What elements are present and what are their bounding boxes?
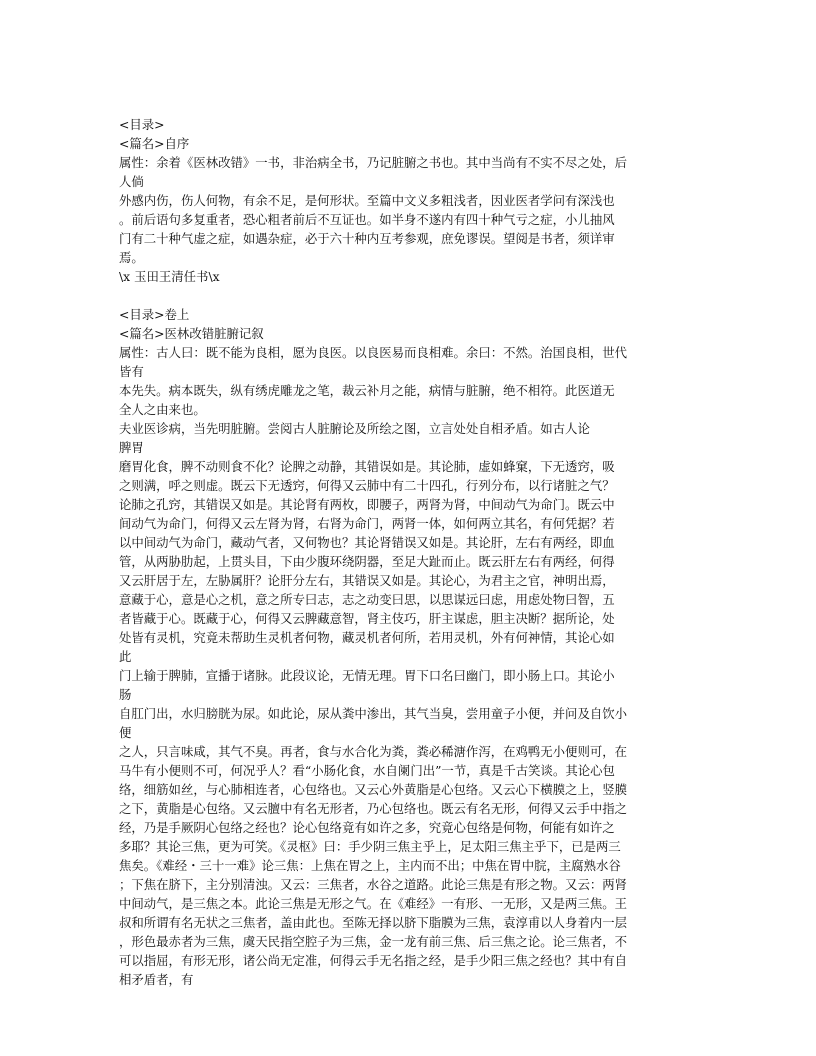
text-line: 全人之由来也。	[119, 402, 206, 417]
text-line: 论肺之孔窍，其错误又如是。其论肾有两枚，即腰子，两肾为肾，中间动气为命门。既云中	[119, 497, 615, 512]
text-line: \x 玉田王清任书\x	[119, 269, 220, 284]
text-line: 此	[119, 649, 132, 664]
text-line: 以中间动气为命门，藏动气者，又何物也？其论肾错误又如是。其论肝，左右有两经，即血	[119, 535, 615, 550]
text-line: 属性：余着《医林改错》一书，非治病全书，乃记脏腑之书也。其中当尚有不实不尽之处，后	[119, 155, 628, 170]
text-line: <篇名>自序	[119, 136, 190, 151]
preface-section	[119, 115, 709, 286]
text-line: <目录>卷上	[119, 307, 190, 322]
text-line: 络，细筋如丝，与心肺相连者，心包络也。又云心外黄脂是心包络。又云心下横膜之上，竖膜	[119, 782, 628, 797]
text-line: 脾胃	[119, 440, 144, 455]
text-line: 者皆藏于心。既藏于心，何得又云脾藏意智，肾主伎巧，肝主谋虑，胆主决断？据所论，处	[119, 611, 615, 626]
text-line: ，形色最赤者为三焦，虞天民指空腔子为三焦，金一龙有前三焦、后三焦之论。论三焦者，不	[119, 934, 628, 949]
text-line: 叔和所谓有名无状之三焦者，盖由此也。至陈无择以脐下脂膜为三焦，袁淳甫以人身着内一层	[119, 915, 628, 930]
text-line: 磨胃化食，脾不动则食不化？论脾之动静，其错误如是。其论肺，虚如蜂窠，下无透窍，吸	[119, 459, 615, 474]
text-line: 属性：古人曰：既不能为良相，愿为良医。以良医易而良相难。余曰：不然。治国良相，世代	[119, 345, 628, 360]
text-line: 门有二十种气虚之症，如遇杂症，必于六十种内互考参观，庶免谬误。望阅是书者，须详审	[119, 231, 615, 246]
text-line: 焉。	[119, 250, 144, 265]
text-line: 管，从两胁肋起，上贯头目，下由少腹环绕阴器，至足大趾而止。既云肝左右有两经，何得	[119, 554, 615, 569]
text-line: 之则满，呼之则虚。既云下无透窍，何得又云肺中有二十四孔，行列分布，以行诸脏之气？	[119, 478, 615, 493]
text-line: 本先失。病本既失，纵有绣虎雕龙之笔，裁云补月之能，病情与脏腑，绝不相符。此医道无	[119, 383, 615, 398]
text-line: 外感内伤，伤人何物，有余不足，是何形状。至篇中文义多粗浅者，因业医者学问有深浅也	[119, 193, 615, 208]
text-line: 相矛盾者，有	[119, 972, 194, 987]
text-line: 便	[119, 725, 132, 740]
text-line: 之人，只言味咸，其气不臭。再者，食与水合化为粪，粪必稀溏作泻，在鸡鸭无小便则可，在	[119, 744, 628, 759]
text-line: 中间动气，是三焦之本。此论三焦是无形之气。在《难经》一有形、一无形，又是两三焦。王	[119, 896, 628, 911]
text-line: 肠	[119, 687, 132, 702]
text-line: 人倘	[119, 174, 144, 189]
text-line: 。前后语句多复重者，恐心粗者前后不互证也。如半身不遂内有四十种气亏之症，小儿抽风	[119, 212, 615, 227]
text-line: 之下，黄脂是心包络。又云膻中有名无形者，乃心包络也。既云有名无形，何得又云手中指之	[119, 801, 628, 816]
text-line: 多耶？其论三焦，更为可笑。《灵枢》曰：手少阴三焦主乎上，足太阳三焦主乎下，已是两三	[119, 839, 621, 854]
text-line: 意藏于心，意是心之机，意之所专曰志，志之动变曰思，以思谋远曰虑，用虑处物曰智，五	[119, 592, 615, 607]
document-page	[119, 115, 709, 989]
text-line: 经，乃是手厥阴心包络之经也？论心包络竟有如许之多，究竟心包络是何物，何能有如许之	[119, 820, 615, 835]
text-line: 皆有	[119, 364, 144, 379]
text-line: 门上输于脾肺，宣播于诸脉。此段议论，无情无理。胃下口名曰幽门，即小肠上口。其论小	[119, 668, 615, 683]
text-line: <篇名>医林改错脏腑记叙	[119, 326, 264, 341]
text-line: 焦矣。《难经・三十一难》论三焦：上焦在胃之上，主内而不出；中焦在胃中脘，主腐熟水谷	[119, 858, 621, 873]
text-line: <目录>	[119, 117, 165, 132]
text-line: 马牛有小便则不可，何况乎人？看“小肠化食，水自阑门出”一节，真是千古笑谈。其论心包	[119, 763, 615, 778]
text-line: 夫业医诊病，当先明脏腑。尝阅古人脏腑论及所绘之图，立言处处自相矛盾。如古人论	[119, 421, 590, 436]
text-line: 处皆有灵机，究竟未帮助生灵机者何物，藏灵机者何所，若用灵机，外有何神情，其论心如	[119, 630, 615, 645]
volume-one-section	[119, 305, 709, 989]
text-line: 间动气为命门，何得又云左肾为肾，右肾为命门，两肾一体，如何两立其名，有何凭据？若	[119, 516, 615, 531]
text-line: 又云肝居于左，左胁属肝？论肝分左右，其错误又如是。其论心，为君主之官，神明出焉，	[119, 573, 615, 588]
text-line: ；下焦在脐下，主分别清浊。又云：三焦者，水谷之道路。此论三焦是有形之物。又云：两肾	[119, 877, 628, 892]
text-line: 可以指屈，有形无形，诸公尚无定准，何得云手无名指之经，是手少阳三焦之经也？其中有自	[119, 953, 628, 968]
text-line: 自肛门出，水归膀胱为尿。如此论，尿从粪中渗出，其气当臭，尝用童子小便，并问及自饮小	[119, 706, 628, 721]
section-gap	[119, 286, 709, 305]
